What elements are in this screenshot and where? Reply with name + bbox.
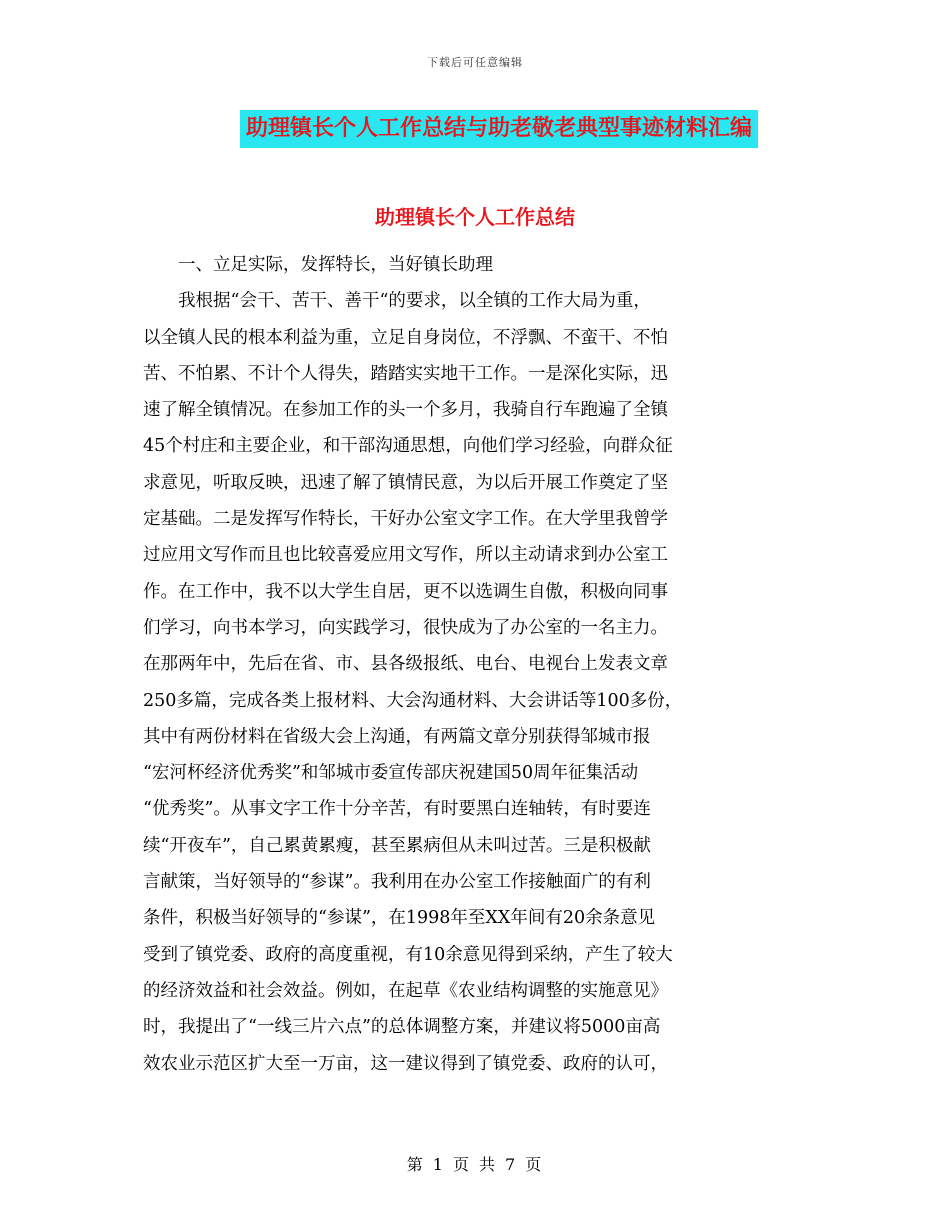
- body-line: 定基础。二是发挥写作特长，干好办公室文字工作。在大学里我曾学: [143, 509, 668, 530]
- body-line: 受到了镇党委、政府的高度重视，有10余意见得到采纳，产生了较大: [143, 944, 673, 965]
- body-line: 时，我提出了“一线三片六点”的总体调整方案，并建议将5000亩高: [143, 1017, 661, 1038]
- body-line: “宏河杯经济优秀奖”和邹城市委宣传部庆祝建国50周年征集活动: [143, 763, 639, 784]
- footer-word-ye-end: 页: [525, 1155, 544, 1174]
- body-line: 在那两年中，先后在省、市、县各级报纸、电台、电视台上发表文章: [143, 654, 668, 675]
- body-line: 们学习，向书本学习，向实践学习，很快成为了办公室的一名主力。: [143, 617, 668, 638]
- body-line: 条件，积极当好领导的“参谋”，在1998年至XX年间有20余条意见: [143, 908, 656, 929]
- body-line: 言献策，当好领导的“参谋”。我利用在办公室工作接触面广的有利: [143, 872, 651, 893]
- body-line: 续“开夜车”，自己累黄累瘦，甚至累病但从未叫过苦。三是积极献: [143, 835, 651, 856]
- section-title: 助理镇长个人工作总结: [375, 205, 575, 229]
- body-line: 一、立足实际，发挥特长，当好镇长助理: [143, 255, 493, 275]
- body-text: [143, 247, 803, 1082]
- footer-word-ye: 页: [452, 1155, 471, 1174]
- body-line: “优秀奖”。从事文字工作十分辛苦，有时要黑白连轴转，有时要连: [143, 799, 651, 820]
- footer-word-di: 第: [406, 1155, 425, 1174]
- current-page-number: 1: [432, 1155, 445, 1174]
- document-title: 助理镇长个人工作总结与助老敬老典型事迹材料汇编: [240, 110, 758, 148]
- body-line: 以全镇人民的根本利益为重，立足自身岗位，不浮飘、不蛮干、不怕: [143, 327, 668, 348]
- body-line: 速了解全镇情况。在参加工作的头一个多月，我骑自行车跑遍了全镇: [143, 400, 668, 421]
- header-note: 下载后可任意编辑: [427, 56, 523, 69]
- body-line: 过应用文写作而且也比较喜爱应用文写作，所以主动请求到办公室工: [143, 545, 668, 566]
- body-line: 45个村庄和主要企业，和干部沟通思想，向他们学习经验，向群众征: [143, 436, 673, 457]
- body-line: 其中有两份材料在省级大会上沟通，有两篇文章分别获得邹城市报: [143, 726, 651, 747]
- page-footer: [0, 1152, 950, 1175]
- document-title-container: [0, 110, 950, 148]
- body-line: 求意见，听取反映，迅速了解了镇情民意，为以后开展工作奠定了坚: [143, 472, 668, 493]
- total-page-count: 7: [505, 1155, 518, 1174]
- body-line: 250多篇，完成各类上报材料、大会沟通材料、大会讲话等100多份，: [143, 690, 683, 711]
- body-line: 苦、不怕累、不计个人得失，踏踏实实地干工作。一是深化实际，迅: [143, 363, 668, 384]
- footer-word-gong: 共: [479, 1155, 498, 1174]
- body-line: 我根据“会干、苦干、善干“的要求，以全镇的工作大局为重，: [143, 291, 651, 312]
- body-line: 效农业示范区扩大至一万亩，这一建议得到了镇党委、政府的认可，: [143, 1053, 668, 1074]
- body-line: 作。在工作中，我不以大学生自居，更不以选调生自傲，积极向同事: [143, 581, 668, 602]
- body-line: 的经济效益和社会效益。例如，在起草《农业结构调整的实施意见》: [143, 980, 668, 1001]
